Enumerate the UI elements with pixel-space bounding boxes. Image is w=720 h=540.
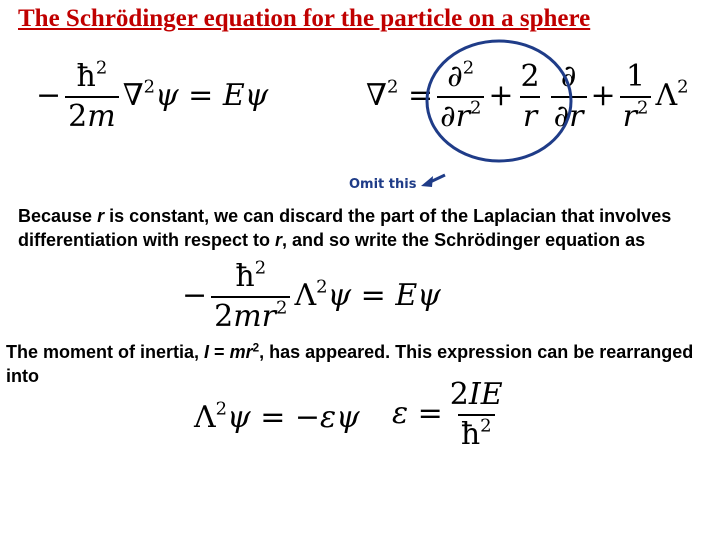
reduced-equation: − $\frac{ħ^2}{2mr^2}$ $\Lambda^2\psi = E\psi$ — [182, 257, 441, 334]
laplacian-equation: ∇$^2$ = $\frac{\partial^2}{\partial r^2}$ + $\frac{2}{r}$ $\frac{\partial}{\partial r}$ + $\frac{1}{r^2}$ $\Lambda^2$ — [366, 57, 689, 134]
schrodinger-equation: − $\frac{ħ^2}{2m}$ ∇$^2$ψ = Eψ — [36, 57, 269, 134]
epsilon-definition: ε = $\frac{2IE}{ħ^2}$ — [392, 377, 503, 452]
page-title: The Schrödinger equation for the particle on a sphere — [18, 5, 591, 32]
arrow-head — [421, 176, 433, 187]
paragraph-moment-of-inertia: The moment of inertia, $I = mr^2$, has appeared. This expression can be rearranged into — [6, 341, 694, 386]
omit-this-label: Omit this — [349, 177, 417, 192]
paragraph-laplacian-discard: Because r is constant, we can discard the part of the Laplacian that involves differentiation with respect to r, and so write the Schrödinger equation as — [18, 206, 672, 250]
rearranged-equation: $\Lambda^2\psi = -\varepsilon\psi$ — [194, 398, 360, 435]
highlight-ellipse — [427, 41, 571, 161]
